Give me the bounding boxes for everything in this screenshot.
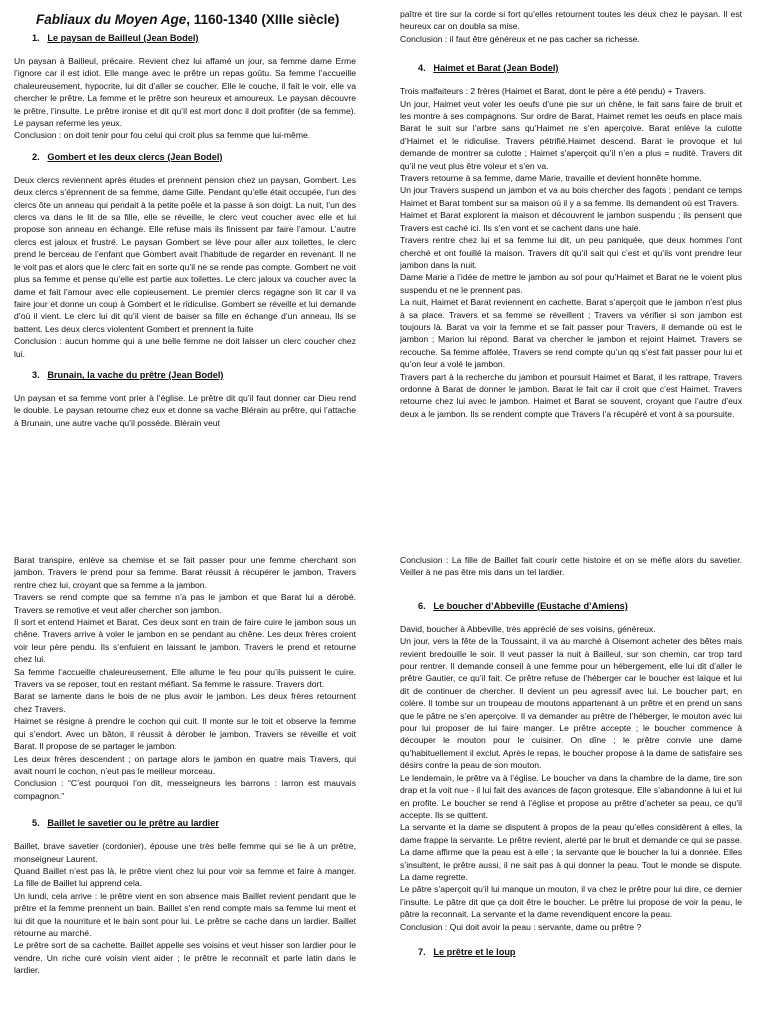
section-5-paragraph: Quand Baillet n’est pas là, le prêtre vient chez lui pour voir sa femme et faire à manger. La fille de Baillet lui apprend cela. xyxy=(14,865,356,889)
section-5-heading: 5. Baillet le savetier ou le prêtre au lardier xyxy=(32,818,219,829)
section-3-conclusion: Conclusion : il faut être généreux et ne pas cacher sa richesse. xyxy=(400,33,640,44)
column-bottom-right xyxy=(400,554,742,1024)
section-3-paragraph-continued: paître et tire sur la corde si fort qu’elles retournent toutes les deux chez le paysan. Il est heureux car on doubla sa mise. xyxy=(400,9,742,32)
section-6-heading: 6. Le boucher d’Abbeville (Eustache d’Amiens) xyxy=(418,600,628,611)
section-4-paragraph: La nuit, Haimet et Barat reviennent en cachette. Barat s’aperçoit que le jambon n’est plus à sa place. Travers et sa femme se réveillent ; Travers va vérifier si son jambon est toujours là. Barat va voir la femme et se fait passer pour Travers, il demande où est le jambon ; Marion lui répond. Barat va chercher le jambon et rejoint Haimet. Travers se recouche. Sa femme affolée, Travers se rend compte qu’un qq s’est fait passer pour lui et qu’on leur a volé le jambon. xyxy=(400,297,742,370)
section-7-heading: 7. Le prêtre et le loup xyxy=(418,946,516,957)
section-6-paragraph: Le pâtre s’aperçoit qu’il lui manque un mouton, il va chez le prêtre pour lui dire, ce dernier l’insulte. Le pâtre dit que ça doit être le boucher. Le prêtre lui propose de voir la peau, le pâtre la reconnait. La servante et la dame revendiquent encore la peau. xyxy=(400,884,742,920)
section-4-paragraph: Haimet se résigne à prendre le cochon qui cuit. Il monte sur le toit et observe la femme qui s’endort. Avec un bâton, il réussit à dérober le jambon. Travers se réveille et voit Barat. Il propose de se partager le jambon. xyxy=(14,716,356,752)
section-4-paragraph: Barat se lamente dans le bois de ne plus avoir le jambon. Les deux frères retournent chez Travers. xyxy=(14,691,356,714)
section-4-paragraph: Les deux frères descendent ; on partage alors le jambon en quatre mais Travers, qui avait nourri le cochon, n’eut pas le meilleur morceau. xyxy=(14,753,356,776)
section-4-paragraph: Barat transpire, enlève sa chemise et se fait passer pour une femme cherchant son jambon. Travers le prend pour sa femme. Barat réussit à récupérer le jambon. Travers rentre chez lui, croyant que sa femme a la jambon. xyxy=(14,555,356,590)
section-1-conclusion: Conclusion : on doit tenir pour fou celui qui croit plus sa femme que lui-même. xyxy=(14,130,311,141)
section-5-paragraph: Un lundi, cela arrive : le prêtre vient en son absence mais Baillet revient pendant que le prêtre et la femme prennent un bain. Baillet s’en rend compte mais sa femme lui ment et lui dit que la nourriture et le bain sont pour lui. Le prêtre se cache dans un lardier. Baillet retourne au marché. xyxy=(14,890,356,938)
column-bottom-left xyxy=(14,554,356,1024)
section-5-paragraph: Le prêtre sort de sa cachette. Baillet appelle ses voisins et veut hisser son lardier pour le vendre. Un riche curé voisin vient aider ; le prêtre le reconnaît et parle latin dans le lardier. xyxy=(14,940,356,976)
section-4-paragraph: Travers retourne à sa femme, dame Marie, travaille et devient honnête homme. xyxy=(400,173,702,184)
column-top-left xyxy=(14,8,356,508)
section-3-heading: 3. Brunain, la vache du prêtre (Jean Bodel) xyxy=(32,369,224,380)
section-5-conclusion: Conclusion : La fille de Baillet fait courir cette histoire et on se méfie alors du savetier. Veiller à ne pas être mis dans un tel lardier. xyxy=(400,555,742,578)
section-6-paragraph: La servante et la dame se disputent à propos de la peau qu’elles considèrent à elles, la dame frappe la servante. Le prêtre revient, alerté par le bruit et demande ce qui se passe. La dame affirme que la peau est à elle ; la servante que le boucher la lui a donnée. Elles s’insultent, le prêtre aussi, il ne sait pas à qui donner la peau. Tout le monde se dispute. La dame regrette. xyxy=(400,822,742,882)
section-6-paragraph: Le lendemain, le prêtre va à l’église. Le boucher va dans la chambre de la dame, tire son drap et la voit nue - il lui fait des avances de façon grotesque. Elle s’abandonne à lui et lui en profite. Le boucher se rend à l’église et propose au prêtre d’acheter sa peau, ce qu’il accepte. Ils se quittent. xyxy=(400,772,742,820)
section-4-paragraph: Un jour, Haimet veut voler les oeufs d’une pie sur un chêne, le fait sans faire de bruit et les montre à ses compagnons. Sur ordre de Barat, Haimet remet les oeufs en place mais Barat le suit sur l’arbre sans qu’Haimet ne s’en aperçoive. Barat enlève la culotte d’Haimet et le ridiculise. Travers pétrifié.Haimet descend. Barat le provoque et lui demande de montrer sa culotte ; Haimet s’aperçoit qu’il n’en a plus = nudité. Travers dit qu’il ne veut plus être voleur et s’en va. xyxy=(400,98,742,171)
section-3-paragraph: Un paysan et sa femme vont prier à l’église. Le prêtre dit qu’il faut donner car Dieu rend le double. Le paysan retourne chez eux et donne sa vache Blérain au prêtre, qui l’attache à Brunain, une autre vache qu’il possède. Blérain veut xyxy=(14,392,356,428)
section-4-paragraph: Haimet et Barat explorent la maison et découvrent le jambon suspendu ; ils pensent que Travers est caché ici. Ils s’en vont et se cachent dans une haie. xyxy=(400,210,742,233)
section-6-paragraph: David, boucher à Abbeville, très apprécié de ses voisins, généreux. xyxy=(400,623,656,634)
section-4-paragraph: Trois malfaiteurs : 2 frères (Haimet et Barat, dont le père a été pendu) + Travers. xyxy=(400,86,707,97)
section-4-heading: 4. Haimet et Barat (Jean Bodel) xyxy=(418,63,559,74)
section-2-conclusion: Conclusion : aucun homme qui a une belle femme ne doit laisser un clerc coucher chez lui. xyxy=(14,336,356,359)
section-4-paragraph: Travers rentre chez lui et sa femme lui dit, un peu paniquée, que deux hommes l’ont cherché et ont fouillé la maison. Travers dit qu’il sait qui c’est et qu’ils vont prendre leur jambon dans la nuit. xyxy=(400,235,742,270)
section-1-heading: 1. Le paysan de Bailleul (Jean Bodel) xyxy=(32,33,199,43)
document-title: Fabliaux du Moyen Age, 1160-1340 (XIIIe siècle) xyxy=(36,12,340,27)
section-6-paragraph: Un jour, vers la fête de la Toussaint, il va au marché à Oisemont acheter des bêtes mais revient bredouille le soir. Il veut passer la nuit à Bailleul, sur son chemin, car trop tard pour rentrer. Il demande conseil à une femme pour un hébergement, elle lui dit d’aller le prêtre Gautier, ce qu’il fait. Ce prêtre refuse de l’héberger car le boucher est laïque et lui dit de continuer de chercher. Il devient un peu agressif avec lui. Le boucher part, en colère. Il tombe sur un troupeau de moutons appartenant à un prêtre et en prend un sans que le pâtre ne s’en aperçoive. Il va demander au prêtre de l’héberger, le mouton avec lui pour lui proposer de lui faire manger. Le prêtre accepte ; le boucher commence à découper le mouton pour le cuisiner. On dîne ; le prêtre convie une dame qu’habituellement il exclut. Après le repas, le boucher propose à la dame de satisfaire ses désirs contre la peau de son mouton. xyxy=(400,636,742,771)
section-4-paragraph: Il sort et entend Haimet et Barat. Ces deux sont en train de faire cuire le jambon sous un chêne. Travers arrive à voler le jambon en se pendant au chêne. Les deux frères croient voir leur père pendu. Ils s’enfuient en laissant le jambon. Travers le prend et retourne chez lui. xyxy=(14,617,356,665)
column-top-right xyxy=(400,8,742,508)
section-5-paragraph: Baillet, brave savetier (cordonier), épouse une très belle femme qui se lie à un prêtre, monseigneur Laurent. xyxy=(14,841,356,864)
section-2-heading: 2. Gombert et les deux clercs (Jean Bodel) xyxy=(32,151,223,162)
section-4-paragraph: Travers part à la recherche du jambon et poursuit Haimet et Barat, il les rattrape. Travers ordonne à Barat de donner le jambon. Barat le fait car il croit que c’est Haimet. Travers retourne chez lui avec le jambon. Haimet et Barat se souvent, croyant que l’autre d’eux deux a le jambon. Ils se rendent compte que Travers l’a récupéré et vont à sa poursuite. xyxy=(400,371,742,419)
section-4-paragraph: Un jour Travers suspend un jambon et va au bois chercher des fagots ; pendant ce temps Haimet et Barat tombent sur sa maison où il y a sa femme. Ils demandent où est Travers. xyxy=(400,185,742,208)
section-4-conclusion: Conclusion : “C’est pourquoi l’on dit, messeigneurs les barrons : larron est mauvais compagnon.” xyxy=(14,778,356,801)
section-4-paragraph: Travers se rend compte que sa femme n’a pas le jambon et que Barat lui a dérobé. Travers se remotive et veut aller chercher son jambon. xyxy=(14,592,356,615)
section-6-conclusion: Conclusion : Qui doit avoir la peau : servante, dame ou prêtre ? xyxy=(400,921,642,932)
section-2-paragraph: Deux clercs reviennent après études et prennent pension chez un paysan, Gombert. Les deux clercs s’éprennent de sa femme, dame Gille. Pendant qu’elle était occupée, l’un des clercs ôte un anneau qui pendait à la petite poêle et la passe à son doigt. La nuit, l’un des clercs va dans le lit de sa fille, elle se réveille, le clerc veut coucher avec elle et lui propose son anneau en échange. Elle refuse mais ils finissent par faire l’amour. L’autre clercs est jaloux et frustré. Le paysan Gombert se lève pour aller aux toilettes, le clerc prend le berceau de l’enfant que Gombert avait l’habitude de regarder en revenant. Il ne le voit pas et alors que le clerc fait en sorte qu’il ne se rende pas compte. Gombert ne voit plus sa femme et pense qu’elle est partie aux toilettes. Le clerc jaloux va coucher avec la dame et fait l’amour avec elle copieusement. Le premier clercs regagne son lit car il va faire jour et donne un coup à Gombert et le ridiculise. Gombert se réveille et lui demande d’où il vient. Le clerc lui dit qu’il vient de baiser sa fille en échange d’un anneau. Ils se battent. Les deux clercs violentent Gombert et prennent la fuite xyxy=(14,174,356,334)
section-4-paragraph: Sa femme l’accueille chaleureusement. Elle allume le feu pour qu’ils puissent le cuire. Travers va se reposer, tout en restant méfiant. Sa femme le rassure. Travers dort. xyxy=(14,666,356,690)
section-1-paragraph: Un paysan à Bailleul, précaire. Revient chez lui affamé un jour, sa femme dame Erme l’ignore car il est idiot. Elle mange avec le prêtre un repas goûtu. Sa femme l’accueille chaleureusement, hypocrite, lui dit d’aller se coucher. Elle le couche, il fait le voir, elle va chercher le prêtre. La femme et le prêtre son heureux et amoureux. Le paysan découvre le prêtre, l’insulte. Le prêtre ironise et dit qu’il est mort donc il doit profiter (de sa femme). Le paysan referme les yeux. xyxy=(14,56,356,129)
section-4-paragraph: Dame Marie a l’idée de mettre le jambon au sol pour qu’Haimet et Barat ne le voient plus suspendu et ne le prennent pas. xyxy=(400,272,742,295)
